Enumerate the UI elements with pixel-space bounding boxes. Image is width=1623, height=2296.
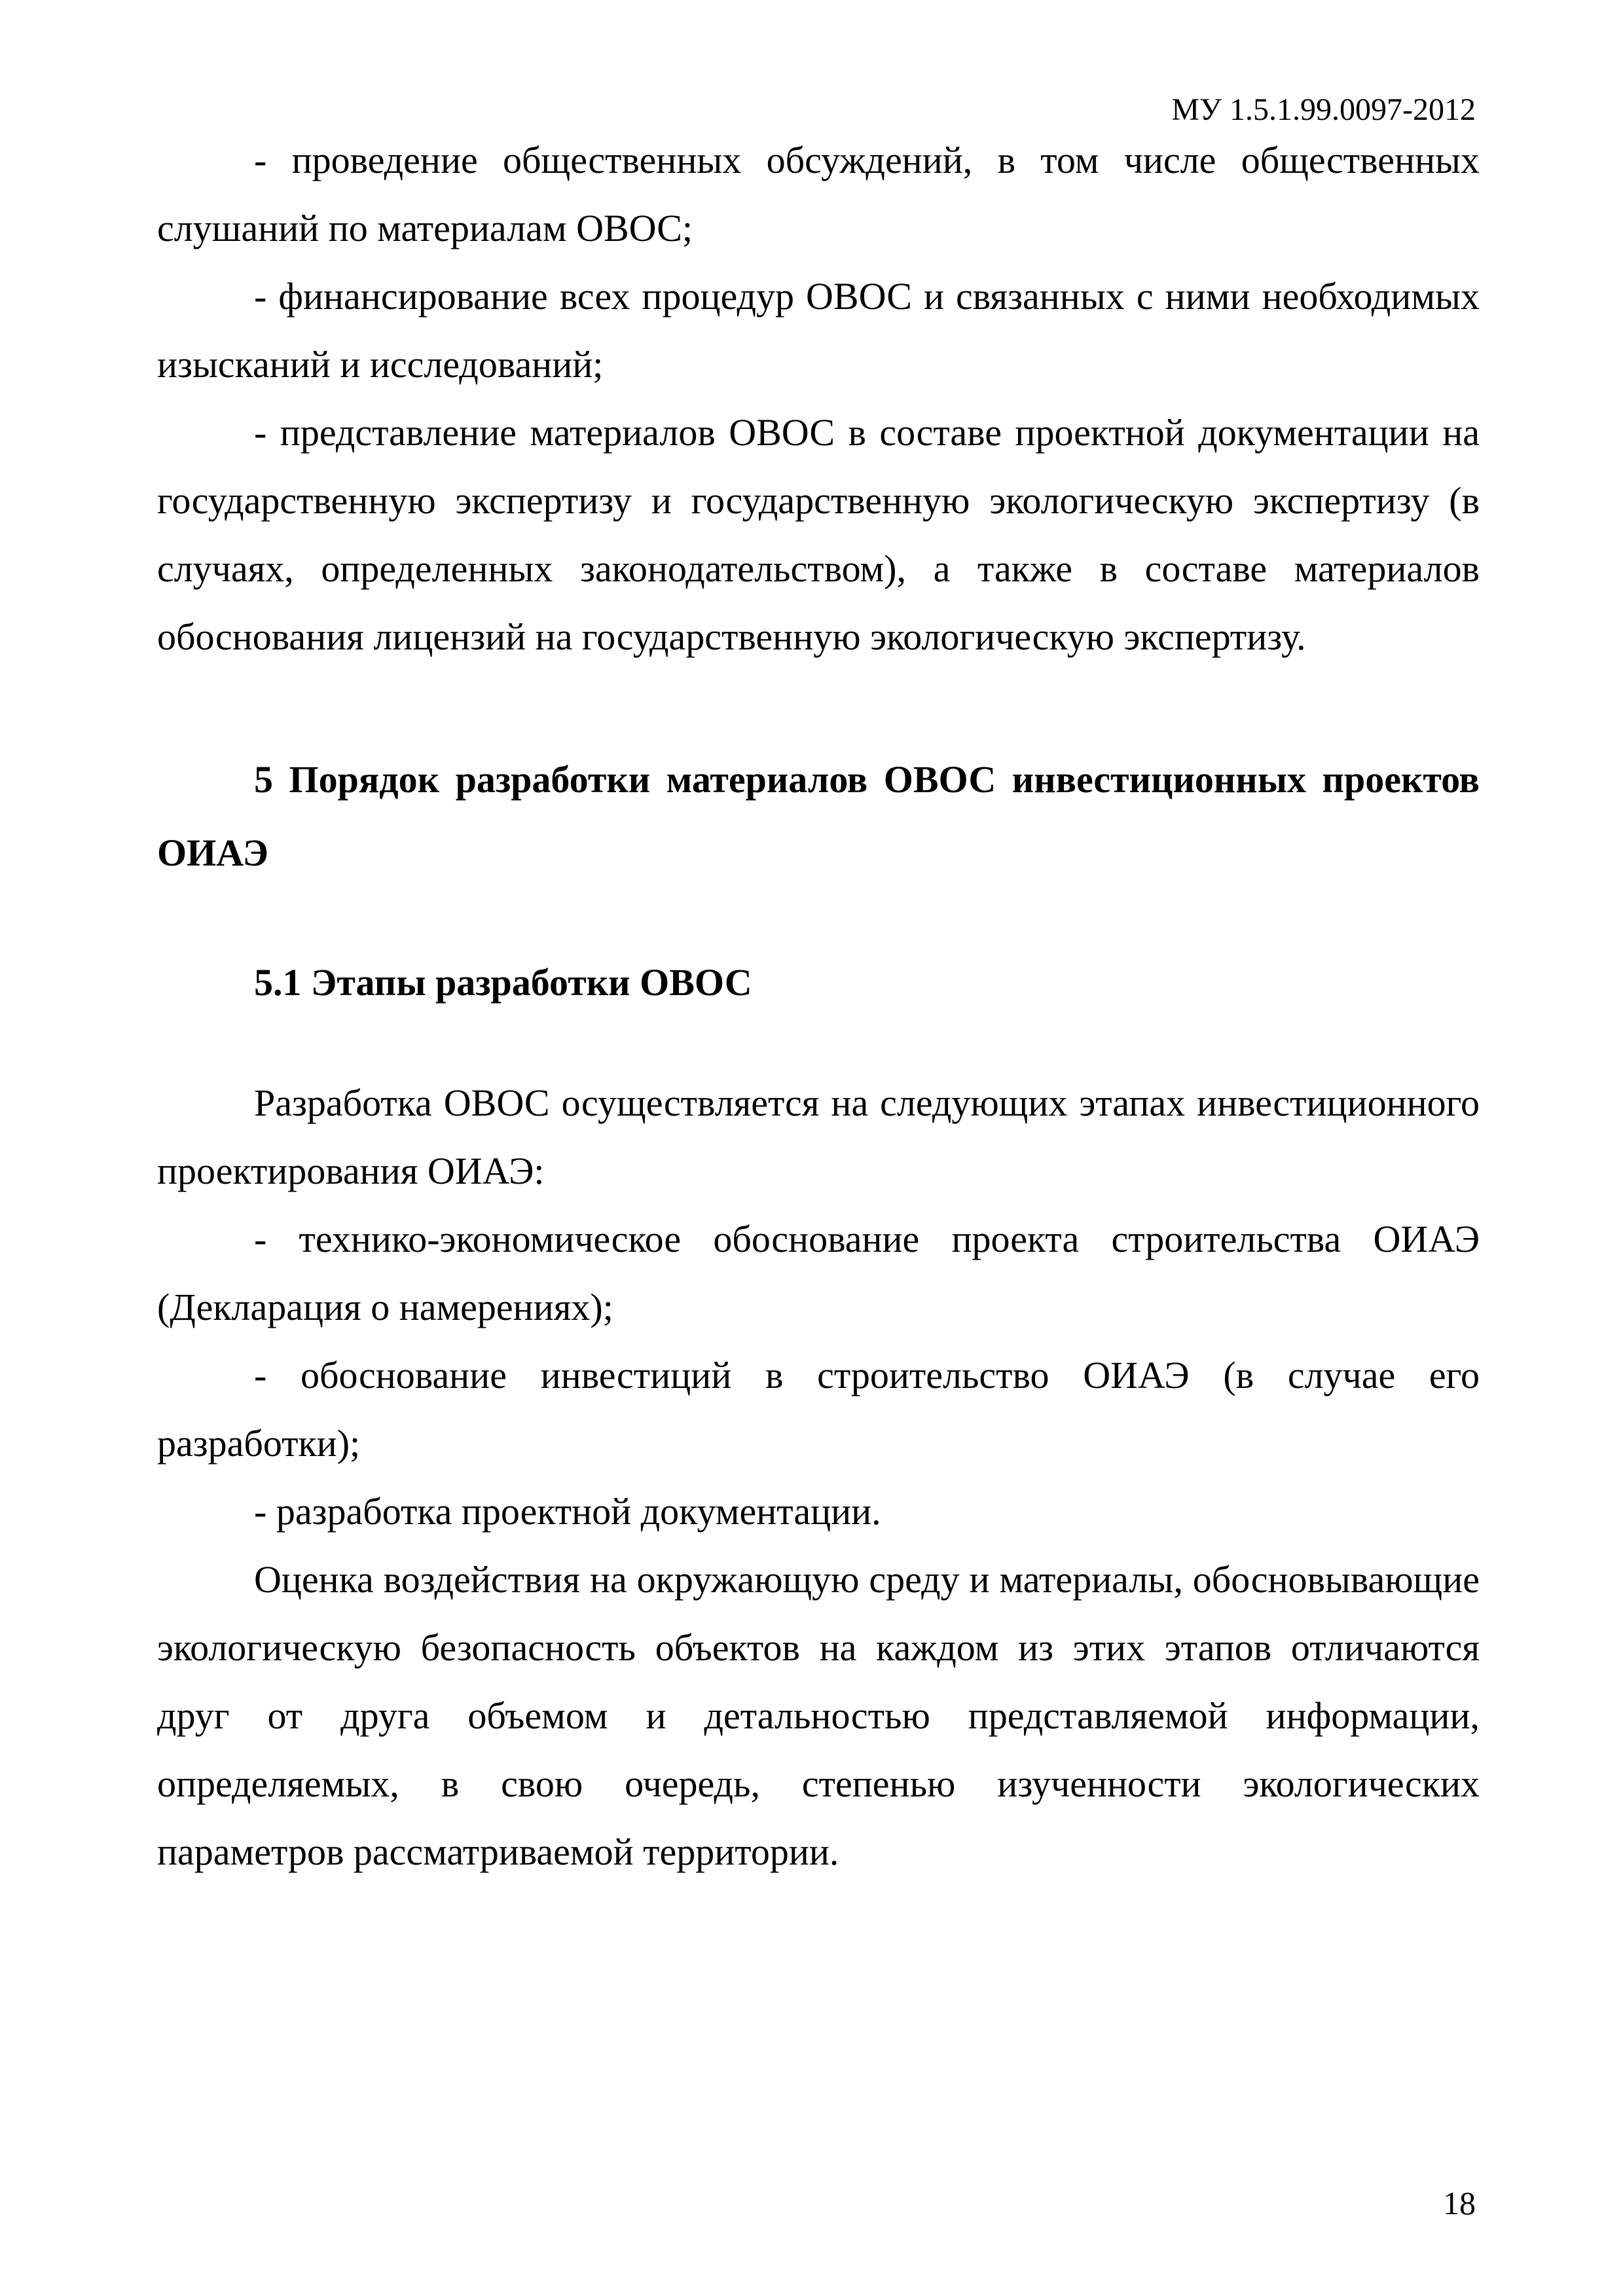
stage-item-feasibility: - технико-экономическое обоснование проекта строительства ОИАЭ (Декларация о намерениях); xyxy=(157,1218,1480,1328)
stage-item-investment: - обоснование инвестиций в строительство ОИАЭ (в случае его разработки); xyxy=(157,1354,1480,1465)
intro-paragraph: Разработка ОВОС осуществляется на следующих этапах инвестиционного проектирования ОИАЭ: xyxy=(157,1082,1480,1192)
page-body xyxy=(157,126,1480,1886)
stage-item-design-docs: - разработка проектной документации. xyxy=(254,1490,881,1533)
list-item-submission: - представление материалов ОВОС в составе проектной документации на государственную экспертизу и государственную экологическую экспертизу (в случаях, определенных законодательством), а также в составе материалов обоснования лицензий на государственную экологическую экспертизу. xyxy=(157,411,1480,658)
document-code: МУ 1.5.1.99.0097-2012 xyxy=(1171,92,1476,127)
list-item-financing: - финансирование всех процедур ОВОС и связанных с ними необходимых изысканий и исследований; xyxy=(157,275,1480,386)
list-item-public-discussions: - проведение общественных обсуждений, в том числе общественных слушаний по материалам ОВОС; xyxy=(157,139,1480,249)
page-number: 18 xyxy=(1443,2185,1476,2221)
closing-paragraph: Оценка воздействия на окружающую среду и материалы, обосновывающие экологическую безопасность объектов на каждом из этих этапов отличаются друг от друга объемом и детальностью представляемой информации, определяемых, в свою очередь, степенью изученности экологических параметров рассматриваемой территории. xyxy=(157,1558,1480,1873)
section-heading: 5 Порядок разработки материалов ОВОС инвестиционных проектов ОИАЭ xyxy=(157,758,1480,874)
subsection-heading: 5.1 Этапы разработки ОВОС xyxy=(254,961,752,1004)
